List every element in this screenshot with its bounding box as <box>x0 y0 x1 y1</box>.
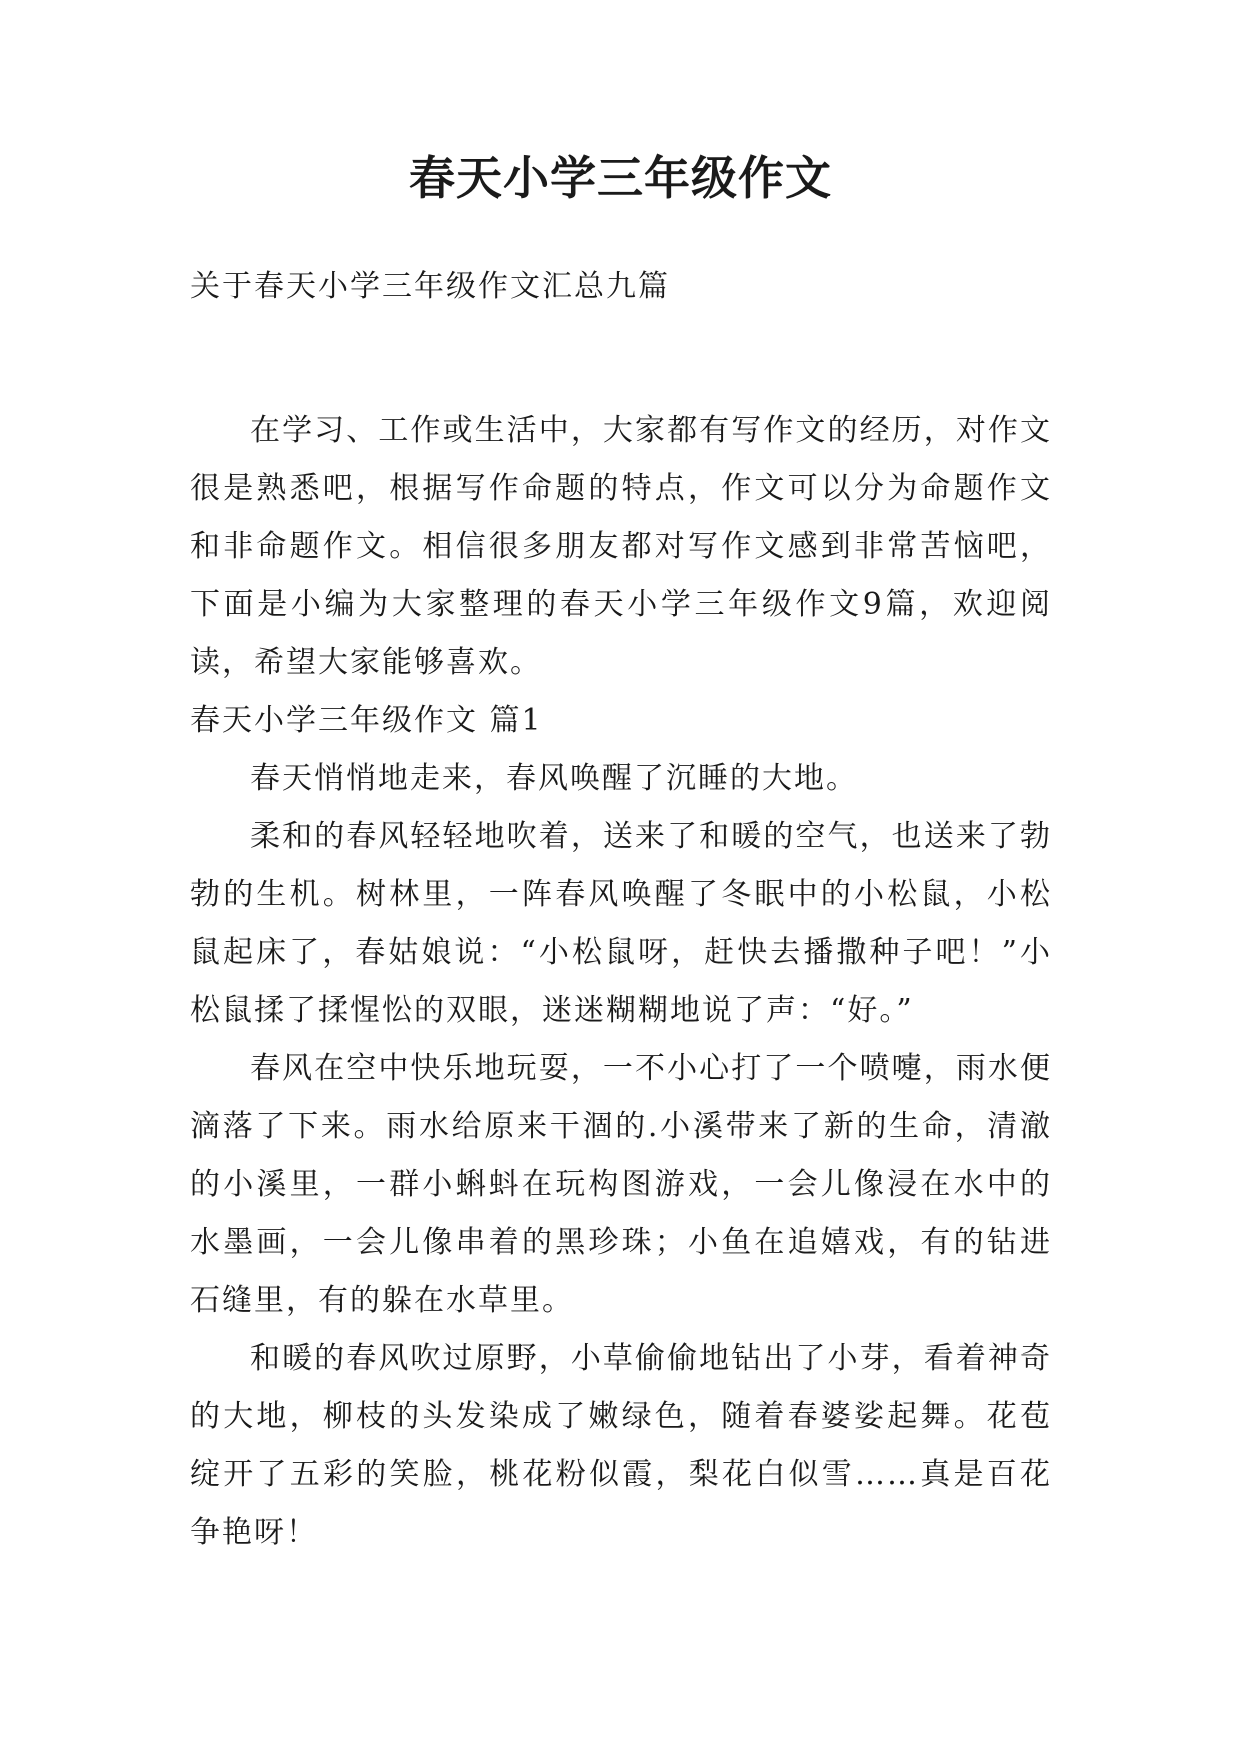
document-subtitle: 关于春天小学三年级作文汇总九篇 <box>190 269 670 304</box>
section-heading: 春天小学三年级作文 篇1 <box>190 703 543 738</box>
document-title: 春天小学三年级作文 <box>409 151 832 205</box>
body-paragraph: 和暖的春风吹过原野，小草偷偷地钻出了小芽，看着神奇的大地，柳枝的头发染成了嫩绿色，随着春婆娑起舞。花苞绽开了五彩的笑脸，桃花粉似霞，梨花白似雪……真是百花争艳呀！ <box>190 1341 1052 1550</box>
body-paragraph: 柔和的春风轻轻地吹着，送来了和暖的空气，也送来了勃勃的生机。树林里，一阵春风唤醒了冬眠中的小松鼠，小松鼠起床了，春姑娘说：“小松鼠呀，赶快去播撒种子吧！”小松鼠揉了揉惺忪的双眼，迷迷糊糊地说了声：“好。” <box>190 819 1052 1028</box>
body-paragraph: 春天悄悄地走来，春风唤醒了沉睡的大地。 <box>250 761 858 796</box>
document-body <box>190 402 1052 1562</box>
intro-paragraph: 在学习、工作或生活中，大家都有写作文的经历，对作文很是熟悉吧，根据写作命题的特点，作文可以分为命题作文和非命题作文。相信很多朋友都对写作文感到非常苦恼吧，下面是小编为大家整理的春天小学三年级作文9篇，欢迎阅读，希望大家能够喜欢。 <box>190 413 1052 680</box>
body-paragraph: 春风在空中快乐地玩耍，一不小心打了一个喷嚏，雨水便滴落了下来。雨水给原来干涸的.小溪带来了新的生命，清澈的小溪里，一群小蝌蚪在玩构图游戏，一会儿像浸在水中的水墨画，一会儿像串着的黑珍珠；小鱼在追嬉戏，有的钻进石缝里，有的躲在水草里。 <box>190 1051 1052 1318</box>
